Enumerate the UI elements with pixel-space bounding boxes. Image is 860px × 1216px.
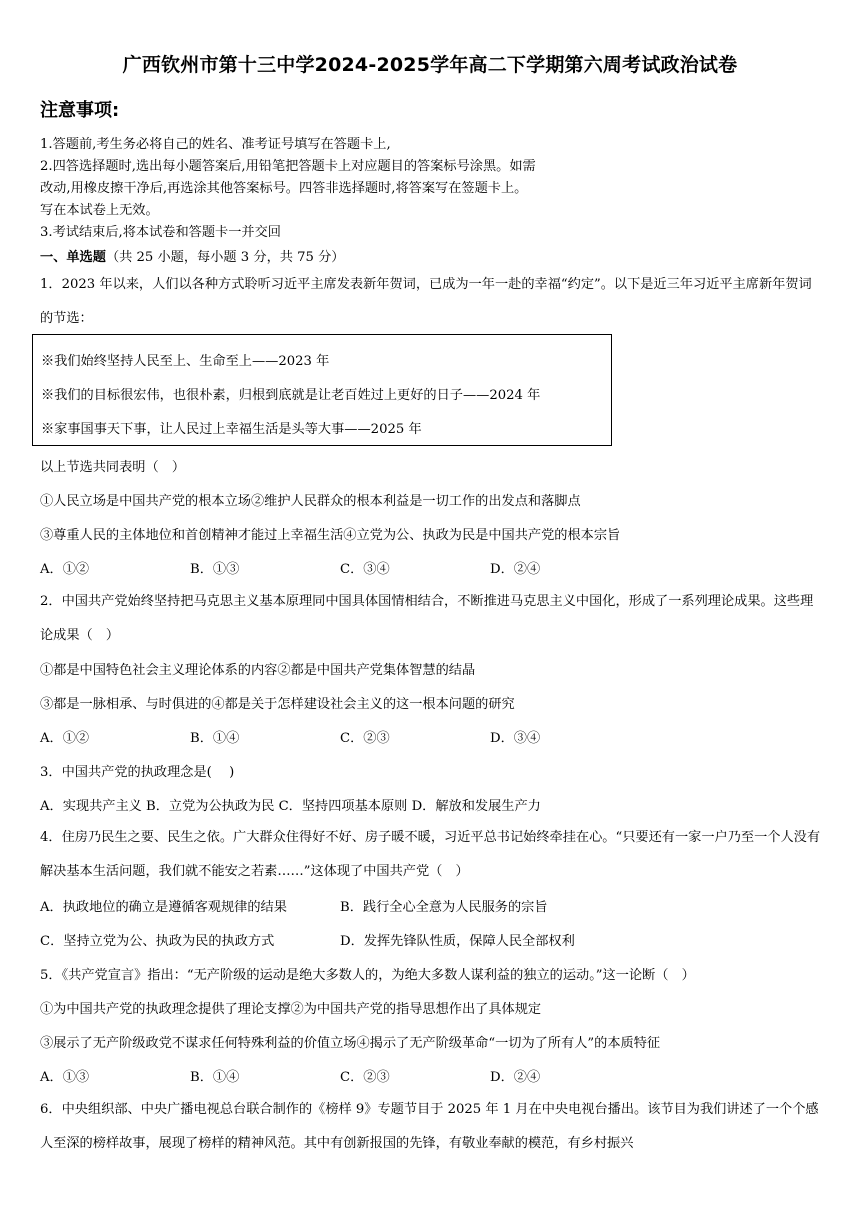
q4-option-d[interactable]: D．发挥先锋队性质，保障人民全部权利 <box>340 934 575 949</box>
q1-option-a[interactable]: A．①② <box>40 562 90 577</box>
q5-option-b[interactable]: B．①④ <box>190 1070 240 1085</box>
q1-option-b[interactable]: B．①③ <box>190 562 240 577</box>
q1-stem: 1．2023 年以来，人们以各种方式聆听习近平主席发表新年贺词，已成为一年一赴的幸福“约定”。以下是近三年习近平主席新年贺词的节选： <box>40 277 812 326</box>
q3-options[interactable]: A．实现共产主义 B．立党为公执政为民 C．坚持四项基本原则 D．解放和发展生产力 <box>40 799 541 814</box>
q1-quote: ※我们的目标很宏伟，也很朴素，归根到底就是让老百姓过上更好的日子——2024 年 <box>41 388 541 403</box>
notice-line: 1.答题前,考生务必将自己的姓名、准考证号填写在答题卡上, <box>40 137 391 152</box>
q4-option-c[interactable]: C．坚持立党为公、执政为民的执政方式 <box>40 934 275 949</box>
q1-prompt: 以上节选共同表明（ ） <box>40 460 186 475</box>
section-heading <box>40 246 344 265</box>
exam-title: 广西钦州市第十三中学2024-2025学年高二下学期第六周考试政治试卷 <box>122 54 738 76</box>
section-label: 一、单选题 <box>40 250 106 265</box>
q4-option-a[interactable]: A．执政地位的确立是遵循客观规律的结果 <box>40 900 287 915</box>
q1-statement: ③尊重人民的主体地位和首创精神才能过上幸福生活④立党为公、执政为民是中国共产党的根本宗旨 <box>40 528 621 543</box>
q1-statement: ①人民立场是中国共产党的根本立场②维护人民群众的根本利益是一切工作的出发点和落脚点 <box>40 494 581 509</box>
notice-list <box>40 134 536 244</box>
q2-option-a[interactable]: A．①② <box>40 731 90 746</box>
notice-line: 2.四答选择题时,选出每小题答案后,用铅笔把答题卡上对应题目的答案标号涂黑。如需 <box>40 159 536 174</box>
q5-option-a[interactable]: A．①③ <box>40 1070 90 1085</box>
q2-statement: ③都是一脉相承、与时俱进的④都是关于怎样建设社会主义的这一根本问题的研究 <box>40 697 515 712</box>
notice-heading: 注意事项: <box>40 100 120 121</box>
q3-stem: 3．中国共产党的执政理念是( ) <box>40 765 235 780</box>
notice-line: 写在本试卷上无效。 <box>40 203 159 218</box>
q4-stem: 4．住房乃民生之要、民生之依。广大群众住得好不好、房子暖不暖，习近平总书记始终牵挂在心。“只要还有一家一户乃至一个人没有解决基本生活问题，我们就不能安之若素……”这体现了中国共产党（ ） <box>40 830 821 879</box>
q6-stem: 6．中央组织部、中央广播电视总台联合制作的《榜样 9》专题节目于 2025 年 1 月在中央电视台播出。该节目为我们讲述了一个个感人至深的榜样故事，展现了榜样的精神风范。其中有创新报国的先锋，有敬业奉献的模范，有乡村振兴 <box>40 1102 819 1151</box>
q5-option-c[interactable]: C．②③ <box>340 1070 390 1085</box>
q5-statement: ①为中国共产党的执政理念提供了理论支撑②为中国共产党的指导思想作出了具体规定 <box>40 1002 542 1017</box>
q2-option-b[interactable]: B．①④ <box>190 731 240 746</box>
q2-option-c[interactable]: C．②③ <box>340 731 390 746</box>
q5-statement: ③展示了无产阶级政党不谋求任何特殊利益的价值立场④揭示了无产阶级革命“一切为了所有人”的本质特征 <box>40 1036 661 1051</box>
q2-stem: 2．中国共产党始终坚持把马克思主义基本原理同中国具体国情相结合，不断推进马克思主义中国化，形成了一系列理论成果。这些理论成果（ ） <box>40 594 814 643</box>
q4-option-b[interactable]: B．践行全心全意为人民服务的宗旨 <box>340 900 548 915</box>
q1-quote-box <box>32 334 612 446</box>
q1-option-c[interactable]: C．③④ <box>340 562 390 577</box>
q1-quote: ※我们始终坚持人民至上、生命至上——2023 年 <box>41 354 330 369</box>
notice-line: 改动,用橡皮擦干净后,再选涂其他答案标号。四答非选择题时,将答案写在签题卡上。 <box>40 181 528 196</box>
q1-quote: ※家事国事天下事，让人民过上幸福生活是头等大事——2025 年 <box>41 422 422 437</box>
q5-stem: 5．《共产党宣言》指出：“无产阶级的运动是绝大多数人的，为绝大多数人谋利益的独立的运动。”这一论断（ ） <box>40 968 695 983</box>
q2-statement: ①都是中国特色社会主义理论体系的内容②都是中国共产党集体智慧的结晶 <box>40 663 476 678</box>
notice-line: 3.考试结束后,将本试卷和答题卡一并交回 <box>40 225 281 240</box>
q2-option-d[interactable]: D．③④ <box>490 731 541 746</box>
section-desc: （共 25 小题，每小题 3 分，共 75 分） <box>105 250 345 265</box>
q1-option-d[interactable]: D．②④ <box>490 562 541 577</box>
q5-option-d[interactable]: D．②④ <box>490 1070 541 1085</box>
